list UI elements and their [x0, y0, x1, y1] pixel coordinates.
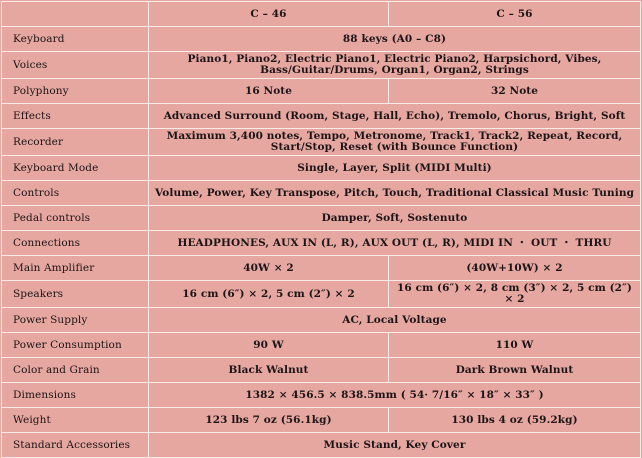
- spec-row: [2, 27, 641, 52]
- spec-value-c46: 40W × 2: [149, 256, 389, 281]
- spec-row: [2, 231, 641, 256]
- model-c46-header: C – 46: [149, 2, 389, 27]
- spec-label: Pedal controls: [2, 206, 149, 231]
- spec-label: Weight: [2, 408, 149, 433]
- spec-row: [2, 79, 641, 104]
- spec-value-c56: Dark Brown Walnut: [389, 358, 641, 383]
- spec-value-c46: Black Walnut: [149, 358, 389, 383]
- spec-row: [2, 383, 641, 408]
- spec-label: Keyboard Mode: [2, 156, 149, 181]
- spec-label: Polyphony: [2, 79, 149, 104]
- spec-value: Maximum 3,400 notes, Tempo, Metronome, Track1, Track2, Repeat, Record, Start/Stop, Reset (with Bounce Function): [149, 129, 641, 156]
- spec-row: [2, 129, 641, 156]
- spec-row: [2, 52, 641, 79]
- spec-label: Keyboard: [2, 27, 149, 52]
- spec-value-c46: 90 W: [149, 333, 389, 358]
- spec-value: Single, Layer, Split (MIDI Multi): [149, 156, 641, 181]
- spec-row: [2, 156, 641, 181]
- spec-value: Advanced Surround (Room, Stage, Hall, Echo), Tremolo, Chorus, Bright, Soft: [149, 104, 641, 129]
- spec-label: Standard Accessories: [2, 433, 149, 458]
- spec-label: Power Supply: [2, 308, 149, 333]
- spec-label: Power Consumption: [2, 333, 149, 358]
- spec-row: [2, 358, 641, 383]
- spec-row: [2, 433, 641, 458]
- spec-value: Music Stand, Key Cover: [149, 433, 641, 458]
- spec-value: HEADPHONES, AUX IN (L, R), AUX OUT (L, R), MIDI IN ・ OUT ・ THRU: [149, 231, 641, 256]
- spec-label: Dimensions: [2, 383, 149, 408]
- spec-table: [1, 1, 641, 458]
- spec-value-c56: (40W+10W) × 2: [389, 256, 641, 281]
- spec-label: Recorder: [2, 129, 149, 156]
- spec-row: [2, 256, 641, 281]
- spec-value-c46: 16 Note: [149, 79, 389, 104]
- spec-value-c46: 16 cm (6″) × 2, 5 cm (2″) × 2: [149, 281, 389, 308]
- spec-row: [2, 308, 641, 333]
- spec-value-c46: 123 lbs 7 oz (56.1kg): [149, 408, 389, 433]
- spec-row: [2, 333, 641, 358]
- spec-value: 88 keys (A0 – C8): [149, 27, 641, 52]
- spec-value-c56: 16 cm (6″) × 2, 8 cm (3″) × 2, 5 cm (2″) × 2: [389, 281, 641, 308]
- header-row: [2, 2, 641, 27]
- header-corner-cell: [2, 2, 149, 27]
- spec-label: Color and Grain: [2, 358, 149, 383]
- spec-label: Main Amplifier: [2, 256, 149, 281]
- spec-value-c56: 130 lbs 4 oz (59.2kg): [389, 408, 641, 433]
- spec-row: [2, 206, 641, 231]
- spec-table-body: [2, 2, 641, 458]
- spec-value-c56: 32 Note: [389, 79, 641, 104]
- spec-row: [2, 104, 641, 129]
- spec-row: [2, 408, 641, 433]
- model-c56-header: C – 56: [389, 2, 641, 27]
- spec-value: Damper, Soft, Sostenuto: [149, 206, 641, 231]
- spec-value: 1382 × 456.5 × 838.5mm ( 54· 7/16″ × 18″ × 33″ ): [149, 383, 641, 408]
- spec-value: AC, Local Voltage: [149, 308, 641, 333]
- spec-label: Effects: [2, 104, 149, 129]
- spec-label: Speakers: [2, 281, 149, 308]
- spec-label: Controls: [2, 181, 149, 206]
- spec-label: Connections: [2, 231, 149, 256]
- spec-value: Volume, Power, Key Transpose, Pitch, Touch, Traditional Classical Music Tuning: [149, 181, 641, 206]
- spec-label: Voices: [2, 52, 149, 79]
- spec-value: Piano1, Piano2, Electric Piano1, Electric Piano2, Harpsichord, Vibes, Bass/Guitar/Drums, Organ1, Organ2, Strings: [149, 52, 641, 79]
- spec-row: [2, 281, 641, 308]
- spec-row: [2, 181, 641, 206]
- spec-value-c56: 110 W: [389, 333, 641, 358]
